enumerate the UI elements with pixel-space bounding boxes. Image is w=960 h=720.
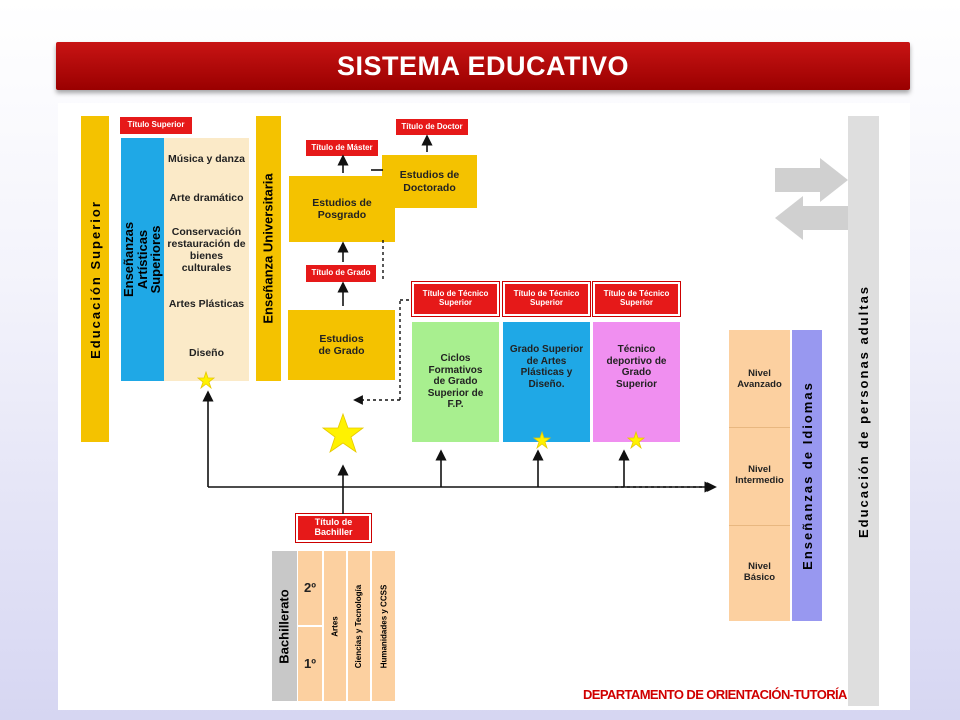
titulo-doctor-tag: Título de Doctor xyxy=(396,119,468,135)
curso-1: 1º xyxy=(298,627,322,701)
adultos-label: Educación de personas adultas xyxy=(856,284,871,538)
grey-arrow-left-icon xyxy=(775,158,848,240)
page-title: SISTEMA EDUCATIVO xyxy=(336,50,629,81)
nivel-avanzado: Nivel Avanzado xyxy=(737,368,782,390)
artisticas-label: Enseñanzas Artísticas Superiores xyxy=(121,221,164,298)
ciclos-fp-box: Ciclos Formativos de Grado Superior de F.P. xyxy=(412,322,499,442)
artisticas-item: Música y danza xyxy=(167,152,246,165)
titulo-grado-tag: Título de Grado xyxy=(306,265,376,282)
star-icon xyxy=(534,432,550,448)
star-icon xyxy=(628,432,644,448)
educacion-superior-label: Educación Superior xyxy=(87,199,103,359)
universitaria-label: Enseñanza Universitaria xyxy=(261,173,277,324)
artes-plasticas-box: Grado Superior de Artes Plásticas y Diseño. xyxy=(503,322,590,442)
curso-2: 2º xyxy=(298,551,322,625)
posgrado-box: Estudios de Posgrado xyxy=(289,176,395,242)
titulo-bachiller-tag: Título de Bachiller xyxy=(296,514,371,542)
titulo-superior-tag: Título Superior xyxy=(120,117,192,134)
tecnico-deportivo-box: Técnico deportivo de Grado Superior xyxy=(593,322,680,442)
titulo-tecnico-tag: Título de Técnico Superior xyxy=(503,282,590,316)
artisticas-item: Conservación restauración de bienes culturales xyxy=(167,225,246,275)
titulo-master-tag: Título de Máster xyxy=(306,140,378,156)
grado-box: Estudios de Grado xyxy=(288,310,395,380)
modalidad-label: Ciencias y Tecnología xyxy=(354,584,364,668)
modalidad-label: Artes xyxy=(330,615,340,637)
bachillerato-label: Bachillerato xyxy=(277,588,293,664)
nivel-basico: Nivel Básico xyxy=(743,561,776,583)
footer-text: DEPARTAMENTO DE ORIENTACIÓN-TUTORÍA xyxy=(583,687,847,702)
modalidad-label: Humanidades y CCSS xyxy=(379,584,389,668)
titulo-tecnico-tag: Título de Técnico Superior xyxy=(593,282,680,316)
artisticas-item: Diseño xyxy=(188,346,224,359)
doctorado-box: Estudios de Doctorado xyxy=(382,155,477,208)
idiomas-label: Enseñanzas de Idiomas xyxy=(799,381,815,570)
artisticas-item: Arte dramático xyxy=(169,191,244,204)
nivel-intermedio: Nivel Intermedio xyxy=(735,464,784,486)
star-icon xyxy=(198,372,214,388)
artisticas-item: Artes Plásticas xyxy=(168,297,245,310)
titulo-tecnico-tag: Título de Técnico Superior xyxy=(412,282,499,316)
star-icon xyxy=(323,414,363,452)
